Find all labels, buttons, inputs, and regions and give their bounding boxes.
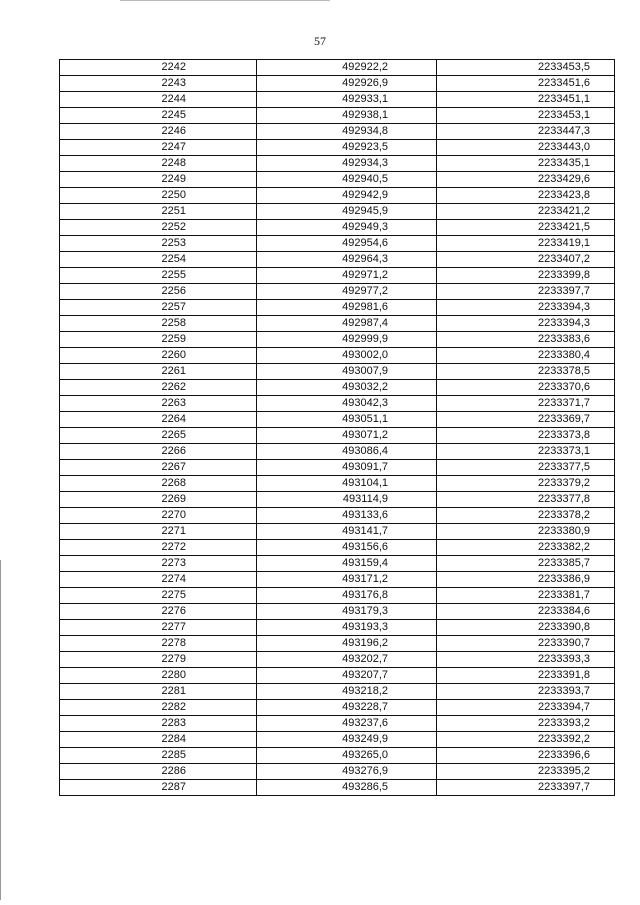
- x-coordinate-cell: 493179,3: [257, 604, 437, 620]
- table-row: [60, 348, 615, 364]
- point-number-cell: 2278: [60, 636, 257, 652]
- y-coordinate-cell: 2233393,2: [437, 716, 615, 732]
- table-row: [60, 444, 615, 460]
- table-row: [60, 764, 615, 780]
- point-number-cell: 2269: [60, 492, 257, 508]
- point-number-cell: 2279: [60, 652, 257, 668]
- point-number-cell: 2272: [60, 540, 257, 556]
- scan-edge-left: [0, 560, 1, 900]
- y-coordinate-cell: 2233373,8: [437, 428, 615, 444]
- y-coordinate-cell: 2233380,4: [437, 348, 615, 364]
- x-coordinate-cell: 493176,8: [257, 588, 437, 604]
- x-coordinate-cell: 492949,3: [257, 220, 437, 236]
- x-coordinate-cell: 492999,9: [257, 332, 437, 348]
- y-coordinate-cell: 2233385,7: [437, 556, 615, 572]
- point-number-cell: 2257: [60, 300, 257, 316]
- table-row: [60, 700, 615, 716]
- x-coordinate-cell: 493159,4: [257, 556, 437, 572]
- x-coordinate-cell: 492934,3: [257, 156, 437, 172]
- table-row: [60, 220, 615, 236]
- y-coordinate-cell: 2233390,7: [437, 636, 615, 652]
- x-coordinate-cell: 493007,9: [257, 364, 437, 380]
- table-row: [60, 508, 615, 524]
- y-coordinate-cell: 2233429,6: [437, 172, 615, 188]
- x-coordinate-cell: 493071,2: [257, 428, 437, 444]
- point-number-cell: 2258: [60, 316, 257, 332]
- table-row: [60, 156, 615, 172]
- y-coordinate-cell: 2233397,7: [437, 780, 615, 796]
- y-coordinate-cell: 2233419,1: [437, 236, 615, 252]
- table-row: [60, 332, 615, 348]
- table-row: [60, 412, 615, 428]
- point-number-cell: 2280: [60, 668, 257, 684]
- point-number-cell: 2260: [60, 348, 257, 364]
- y-coordinate-cell: 2233407,2: [437, 252, 615, 268]
- y-coordinate-cell: 2233443,0: [437, 140, 615, 156]
- table-row: [60, 268, 615, 284]
- table-row: [60, 604, 615, 620]
- table-row: [60, 748, 615, 764]
- point-number-cell: 2246: [60, 124, 257, 140]
- x-coordinate-cell: 492945,9: [257, 204, 437, 220]
- table-row: [60, 236, 615, 252]
- table-row: [60, 620, 615, 636]
- y-coordinate-cell: 2233423,8: [437, 188, 615, 204]
- point-number-cell: 2265: [60, 428, 257, 444]
- point-number-cell: 2271: [60, 524, 257, 540]
- point-number-cell: 2263: [60, 396, 257, 412]
- table-row: [60, 668, 615, 684]
- table-row: [60, 396, 615, 412]
- point-number-cell: 2268: [60, 476, 257, 492]
- page-number: 57: [314, 34, 326, 48]
- x-coordinate-cell: 492933,1: [257, 92, 437, 108]
- point-number-cell: 2277: [60, 620, 257, 636]
- table-row: [60, 204, 615, 220]
- table-row: [60, 556, 615, 572]
- y-coordinate-cell: 2233451,6: [437, 76, 615, 92]
- x-coordinate-cell: 493091,7: [257, 460, 437, 476]
- y-coordinate-cell: 2233447,3: [437, 124, 615, 140]
- y-coordinate-cell: 2233379,2: [437, 476, 615, 492]
- x-coordinate-cell: 493086,4: [257, 444, 437, 460]
- point-number-cell: 2266: [60, 444, 257, 460]
- x-coordinate-cell: 493193,3: [257, 620, 437, 636]
- y-coordinate-cell: 2233377,8: [437, 492, 615, 508]
- point-number-cell: 2274: [60, 572, 257, 588]
- x-coordinate-cell: 492977,2: [257, 284, 437, 300]
- x-coordinate-cell: 493249,9: [257, 732, 437, 748]
- y-coordinate-cell: 2233399,8: [437, 268, 615, 284]
- table-row: [60, 572, 615, 588]
- table-row: [60, 652, 615, 668]
- scan-edge-top: [120, 0, 330, 1]
- point-number-cell: 2255: [60, 268, 257, 284]
- x-coordinate-cell: 492934,8: [257, 124, 437, 140]
- point-number-cell: 2283: [60, 716, 257, 732]
- x-coordinate-cell: 492922,2: [257, 60, 437, 76]
- y-coordinate-cell: 2233370,6: [437, 380, 615, 396]
- point-number-cell: 2248: [60, 156, 257, 172]
- point-number-cell: 2256: [60, 284, 257, 300]
- point-number-cell: 2251: [60, 204, 257, 220]
- table-row: [60, 428, 615, 444]
- point-number-cell: 2287: [60, 780, 257, 796]
- y-coordinate-cell: 2233421,2: [437, 204, 615, 220]
- x-coordinate-cell: 493042,3: [257, 396, 437, 412]
- table-row: [60, 636, 615, 652]
- y-coordinate-cell: 2233396,6: [437, 748, 615, 764]
- y-coordinate-cell: 2233394,3: [437, 300, 615, 316]
- x-coordinate-cell: 493133,6: [257, 508, 437, 524]
- point-number-cell: 2244: [60, 92, 257, 108]
- x-coordinate-cell: 492926,9: [257, 76, 437, 92]
- point-number-cell: 2250: [60, 188, 257, 204]
- point-number-cell: 2273: [60, 556, 257, 572]
- y-coordinate-cell: 2233378,5: [437, 364, 615, 380]
- x-coordinate-cell: 493265,0: [257, 748, 437, 764]
- y-coordinate-cell: 2233377,5: [437, 460, 615, 476]
- table-row: [60, 124, 615, 140]
- x-coordinate-cell: 493002,0: [257, 348, 437, 364]
- x-coordinate-cell: 493051,1: [257, 412, 437, 428]
- x-coordinate-cell: 493171,2: [257, 572, 437, 588]
- x-coordinate-cell: 493196,2: [257, 636, 437, 652]
- coordinates-table: [59, 59, 615, 796]
- point-number-cell: 2252: [60, 220, 257, 236]
- y-coordinate-cell: 2233391,8: [437, 668, 615, 684]
- table-row: [60, 140, 615, 156]
- point-number-cell: 2253: [60, 236, 257, 252]
- point-number-cell: 2281: [60, 684, 257, 700]
- coordinates-table-body: [60, 60, 615, 796]
- table-row: [60, 732, 615, 748]
- y-coordinate-cell: 2233392,2: [437, 732, 615, 748]
- table-row: [60, 540, 615, 556]
- y-coordinate-cell: 2233390,8: [437, 620, 615, 636]
- y-coordinate-cell: 2233397,7: [437, 284, 615, 300]
- x-coordinate-cell: 492942,9: [257, 188, 437, 204]
- y-coordinate-cell: 2233393,7: [437, 684, 615, 700]
- point-number-cell: 2262: [60, 380, 257, 396]
- y-coordinate-cell: 2233378,2: [437, 508, 615, 524]
- point-number-cell: 2259: [60, 332, 257, 348]
- x-coordinate-cell: 493276,9: [257, 764, 437, 780]
- point-number-cell: 2243: [60, 76, 257, 92]
- x-coordinate-cell: 492964,3: [257, 252, 437, 268]
- point-number-cell: 2261: [60, 364, 257, 380]
- table-row: [60, 684, 615, 700]
- point-number-cell: 2264: [60, 412, 257, 428]
- table-row: [60, 92, 615, 108]
- table-row: [60, 316, 615, 332]
- x-coordinate-cell: 493237,6: [257, 716, 437, 732]
- table-row: [60, 588, 615, 604]
- x-coordinate-cell: 493104,1: [257, 476, 437, 492]
- x-coordinate-cell: 493202,7: [257, 652, 437, 668]
- y-coordinate-cell: 2233381,7: [437, 588, 615, 604]
- y-coordinate-cell: 2233384,6: [437, 604, 615, 620]
- y-coordinate-cell: 2233421,5: [437, 220, 615, 236]
- point-number-cell: 2286: [60, 764, 257, 780]
- y-coordinate-cell: 2233373,1: [437, 444, 615, 460]
- x-coordinate-cell: 492954,6: [257, 236, 437, 252]
- x-coordinate-cell: 492987,4: [257, 316, 437, 332]
- table-row: [60, 476, 615, 492]
- point-number-cell: 2249: [60, 172, 257, 188]
- table-row: [60, 780, 615, 796]
- y-coordinate-cell: 2233393,3: [437, 652, 615, 668]
- y-coordinate-cell: 2233382,2: [437, 540, 615, 556]
- x-coordinate-cell: 493207,7: [257, 668, 437, 684]
- x-coordinate-cell: 493156,6: [257, 540, 437, 556]
- x-coordinate-cell: 492923,5: [257, 140, 437, 156]
- point-number-cell: 2284: [60, 732, 257, 748]
- x-coordinate-cell: 492981,6: [257, 300, 437, 316]
- y-coordinate-cell: 2233435,1: [437, 156, 615, 172]
- x-coordinate-cell: 493032,2: [257, 380, 437, 396]
- point-number-cell: 2285: [60, 748, 257, 764]
- table-row: [60, 524, 615, 540]
- table-row: [60, 108, 615, 124]
- y-coordinate-cell: 2233395,2: [437, 764, 615, 780]
- y-coordinate-cell: 2233386,9: [437, 572, 615, 588]
- table-row: [60, 300, 615, 316]
- x-coordinate-cell: 493114,9: [257, 492, 437, 508]
- y-coordinate-cell: 2233383,6: [437, 332, 615, 348]
- y-coordinate-cell: 2233380,9: [437, 524, 615, 540]
- table-row: [60, 364, 615, 380]
- point-number-cell: 2242: [60, 60, 257, 76]
- table-row: [60, 380, 615, 396]
- x-coordinate-cell: 492938,1: [257, 108, 437, 124]
- point-number-cell: 2245: [60, 108, 257, 124]
- y-coordinate-cell: 2233451,1: [437, 92, 615, 108]
- x-coordinate-cell: 493141,7: [257, 524, 437, 540]
- point-number-cell: 2270: [60, 508, 257, 524]
- table-row: [60, 60, 615, 76]
- x-coordinate-cell: 493218,2: [257, 684, 437, 700]
- point-number-cell: 2275: [60, 588, 257, 604]
- x-coordinate-cell: 493286,5: [257, 780, 437, 796]
- point-number-cell: 2282: [60, 700, 257, 716]
- point-number-cell: 2267: [60, 460, 257, 476]
- table-row: [60, 252, 615, 268]
- table-row: [60, 188, 615, 204]
- x-coordinate-cell: 493228,7: [257, 700, 437, 716]
- y-coordinate-cell: 2233369,7: [437, 412, 615, 428]
- table-row: [60, 172, 615, 188]
- x-coordinate-cell: 492940,5: [257, 172, 437, 188]
- x-coordinate-cell: 492971,2: [257, 268, 437, 284]
- point-number-cell: 2247: [60, 140, 257, 156]
- table-row: [60, 76, 615, 92]
- point-number-cell: 2276: [60, 604, 257, 620]
- y-coordinate-cell: 2233394,3: [437, 316, 615, 332]
- y-coordinate-cell: 2233371,7: [437, 396, 615, 412]
- table-row: [60, 284, 615, 300]
- y-coordinate-cell: 2233453,5: [437, 60, 615, 76]
- table-row: [60, 460, 615, 476]
- y-coordinate-cell: 2233453,1: [437, 108, 615, 124]
- point-number-cell: 2254: [60, 252, 257, 268]
- table-row: [60, 716, 615, 732]
- y-coordinate-cell: 2233394,7: [437, 700, 615, 716]
- table-row: [60, 492, 615, 508]
